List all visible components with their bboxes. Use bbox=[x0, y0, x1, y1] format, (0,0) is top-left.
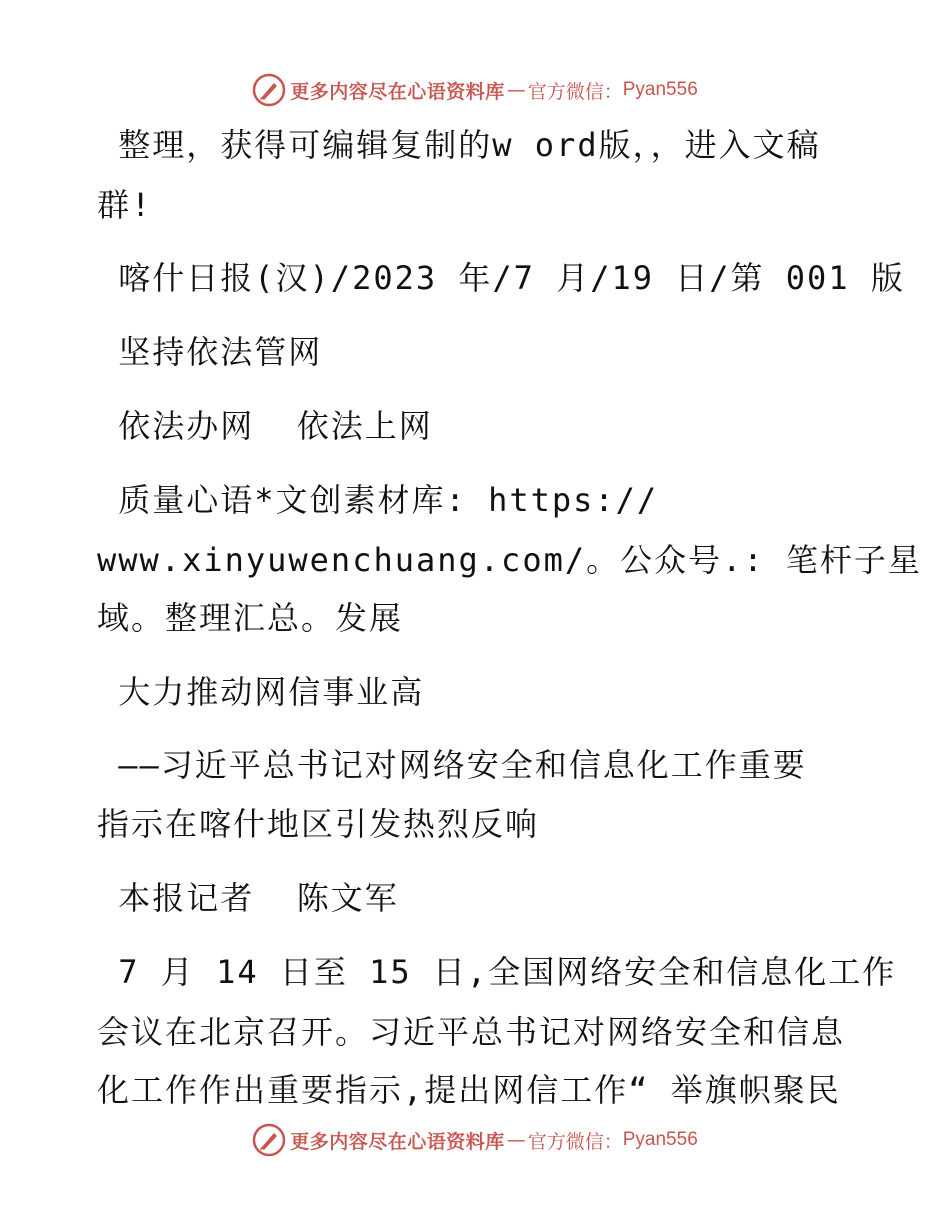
text-line: 群! bbox=[97, 186, 153, 224]
text-line: 质量心语*文创素材库: https:// bbox=[97, 481, 659, 519]
banner-wechat-label: 官方微信： bbox=[527, 80, 623, 103]
banner-dash: — bbox=[506, 79, 526, 101]
banner-wechat-label: 官方微信： bbox=[527, 1130, 623, 1153]
text-line: 大力推动网信事业高 bbox=[97, 673, 425, 711]
banner-main-text: 更多内容尽在心语资料库 bbox=[290, 1130, 505, 1153]
pen-seal-logo-icon bbox=[252, 1123, 286, 1157]
text-line: 整理，获得可编辑复制的w ord版，，进入文稿 bbox=[97, 126, 821, 164]
text-line: 7 月 14 日至 15 日,全国网络安全和信息化工作 bbox=[97, 953, 897, 991]
banner-dash: — bbox=[506, 1129, 526, 1151]
banner-wechat-id: Pyan556 bbox=[622, 79, 698, 100]
text-line: 域。整理汇总。发展 bbox=[97, 599, 404, 637]
text-line: 化工作作出重要指示,提出网信工作“ 举旗帜聚民 bbox=[97, 1071, 841, 1109]
text-line: 依法办网 依法上网 bbox=[97, 407, 433, 445]
banner-wechat-id: Pyan556 bbox=[622, 1129, 698, 1150]
text-line: 本报记者 陈文军 bbox=[97, 879, 399, 917]
text-line: www.xinyuwenchuang.com/。公众号.: 笔杆子星 bbox=[97, 541, 922, 579]
text-line: 指示在喀什地区引发热烈反响 bbox=[97, 805, 540, 843]
banner-main-text: 更多内容尽在心语资料库 bbox=[290, 80, 505, 103]
text-line: ——习近平总书记对网络安全和信息化工作重要 bbox=[97, 746, 807, 784]
text-line: 喀什日报(汉)/2023 年/7 月/19 日/第 001 版 bbox=[97, 259, 905, 297]
text-line: 会议在北京召开。习近平总书记对网络安全和信息 bbox=[97, 1013, 846, 1051]
text-line: 坚持依法管网 bbox=[97, 333, 323, 371]
footer-banner bbox=[0, 1120, 950, 1160]
